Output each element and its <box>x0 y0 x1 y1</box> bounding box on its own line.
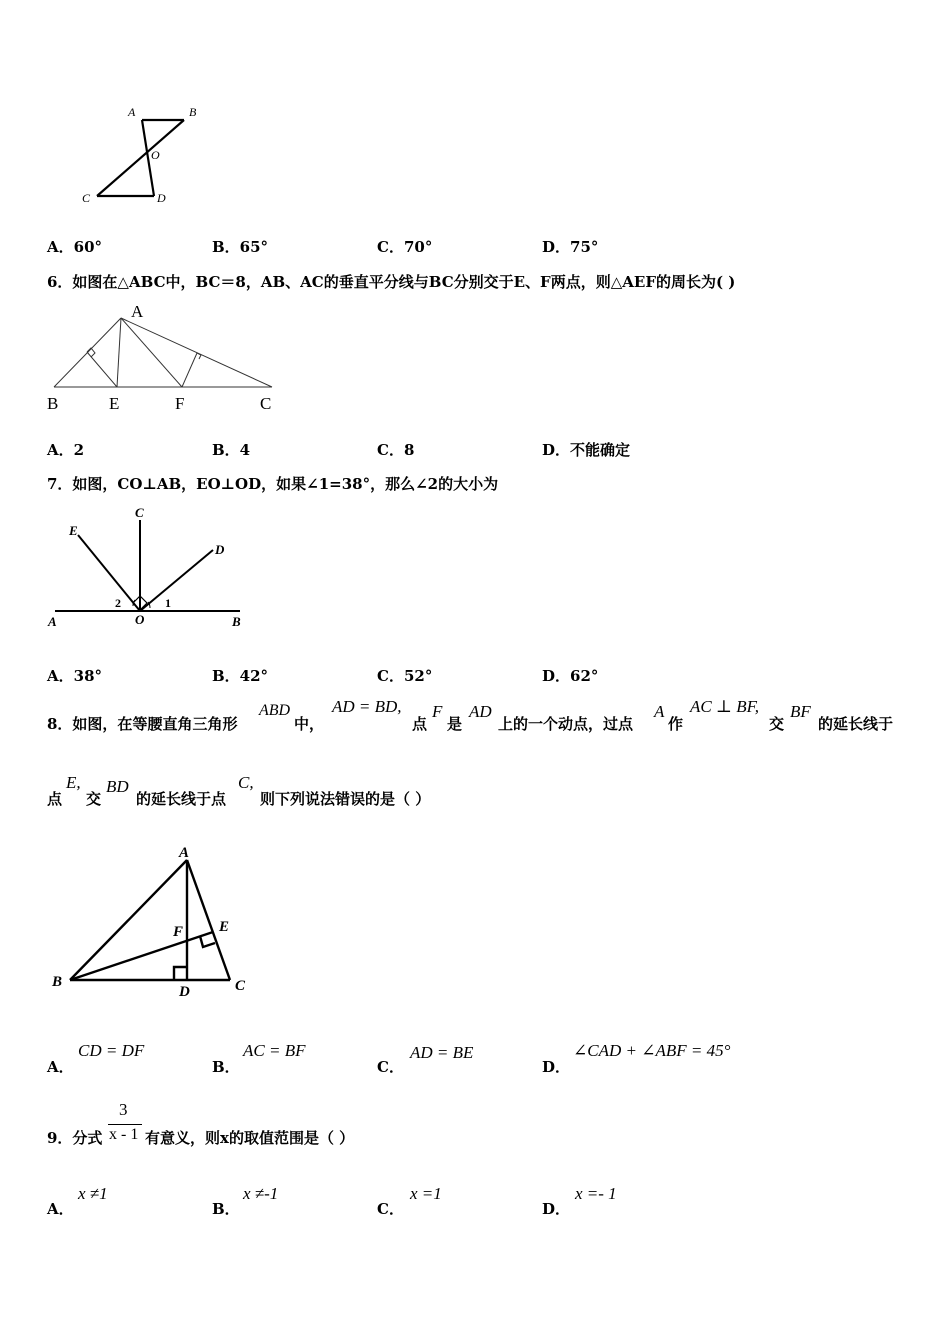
q7-option-c[interactable]: C．52° <box>377 667 433 685</box>
q8-label-e: E <box>219 919 230 935</box>
q7-label-e: E <box>69 523 78 538</box>
q5-option-c[interactable]: C．70° <box>377 238 433 256</box>
q7-label-o: O <box>135 612 145 627</box>
q6-option-a[interactable]: A．2 <box>47 441 85 459</box>
q5-option-b[interactable]: B．65° <box>212 238 269 256</box>
q8-text: 中， <box>294 715 325 733</box>
q7-label-b: B <box>232 614 241 629</box>
q8-label-c: C <box>235 978 246 994</box>
q8-text: 点 <box>412 715 428 733</box>
q8-math: C, <box>238 773 254 792</box>
q8-label-b: B <box>52 974 63 990</box>
q5-label-o: O <box>151 148 160 162</box>
q7-label-c: C <box>135 505 144 520</box>
q8-text: 8．如图，在等腰直角三角形 <box>47 715 238 733</box>
q8-text: 的延长线于点 <box>136 790 227 808</box>
q8-text: 则下列说法错误的是（ ） <box>260 790 431 808</box>
q5-label-c: C <box>82 191 91 205</box>
q8-option-letter: A． <box>47 1058 74 1076</box>
q8-label-d: D <box>179 984 190 1000</box>
q9-option-expr: x =1 <box>410 1184 442 1203</box>
q8-text: 交 <box>86 790 102 808</box>
q8-math: ABD <box>259 702 291 719</box>
q6-figure <box>42 298 282 418</box>
q9-option-expr: x =- 1 <box>575 1184 617 1203</box>
q8-text: 点 <box>47 790 63 808</box>
q9-option-letter: D． <box>542 1200 571 1218</box>
q7-stem: 7．如图，CO⊥AB，EO⊥OD，如果∠1=38°，那么∠2的大小为 <box>47 475 499 493</box>
q8-math: AC ⊥ BF, <box>690 697 760 716</box>
q6-label-a: A <box>131 302 144 321</box>
q8-math: E, <box>66 773 81 792</box>
q6-stem: 6．如图在△ABC中，BC＝8，AB、AC的垂直平分线与BC分别交于E、F两点，则△AEF的周长为( ) <box>47 273 736 291</box>
q8-text: 作 <box>668 715 684 733</box>
q7-option-d[interactable]: D．62° <box>542 667 599 685</box>
q9-option-letter: B． <box>212 1200 240 1218</box>
q8-option-letter: B． <box>212 1058 240 1076</box>
q5-figure <box>70 98 220 213</box>
q6-label-b: B <box>47 394 59 413</box>
q9-fraction-numerator: 3 <box>119 1100 128 1119</box>
q6-label-e: E <box>109 394 120 413</box>
q5-option-d[interactable]: D．75° <box>542 238 599 256</box>
q8-label-f: F <box>173 924 184 940</box>
q9-option-letter: C． <box>377 1200 404 1218</box>
q9-option-letter: A． <box>47 1200 74 1218</box>
q8-math: AD <box>469 702 492 721</box>
q6-option-c[interactable]: C．8 <box>377 441 415 459</box>
q7-label-a: A <box>48 614 57 629</box>
q9-stem-text-a: 9．分式 <box>47 1129 103 1147</box>
q8-text: 交 <box>769 715 785 733</box>
q8-math: AD = BD, <box>332 697 402 716</box>
q8-text: 的延长线于 <box>818 715 894 733</box>
q7-label-d: D <box>215 542 225 557</box>
q6-label-c: C <box>260 394 272 413</box>
q8-text: 上的一个动点，过点 <box>498 715 634 733</box>
q7-figure <box>40 500 260 635</box>
q7-option-a[interactable]: A．38° <box>47 667 103 685</box>
q5-label-a: A <box>128 105 136 119</box>
q8-option-expr: AD = BE <box>410 1043 474 1062</box>
q8-figure <box>45 838 265 1003</box>
q8-label-a: A <box>179 845 190 861</box>
q8-math: F <box>432 702 443 721</box>
q9-fraction-bar <box>108 1124 142 1125</box>
q5-label-d: D <box>157 191 166 205</box>
q8-option-expr: AC = BF <box>243 1041 306 1060</box>
q9-option-expr: x ≠-1 <box>243 1184 279 1203</box>
q6-option-b[interactable]: B．4 <box>212 441 251 459</box>
q7-label-1: 1 <box>165 596 171 610</box>
q8-option-letter: C． <box>377 1058 404 1076</box>
q8-option-letter: D． <box>542 1058 571 1076</box>
q7-label-2: 2 <box>115 596 121 610</box>
q9-option-expr: x ≠1 <box>78 1184 108 1203</box>
q8-math: BF <box>790 702 811 721</box>
q9-stem-text-b: 有意义，则x的取值范围是（ ） <box>145 1129 355 1147</box>
q9-fraction-denominator: x - 1 <box>109 1126 139 1143</box>
q8-option-expr: CD = DF <box>78 1041 145 1060</box>
q8-math: BD <box>106 777 129 796</box>
q5-label-b: B <box>189 105 197 119</box>
q5-option-a[interactable]: A．60° <box>47 238 103 256</box>
q8-math: A <box>654 702 665 721</box>
q8-option-expr: ∠CAD + ∠ABF = 45° <box>573 1041 731 1060</box>
q6-option-d[interactable]: D．不能确定 <box>542 441 631 459</box>
q6-label-f: F <box>175 394 185 413</box>
q8-text: 是 <box>447 715 463 733</box>
q7-option-b[interactable]: B．42° <box>212 667 269 685</box>
